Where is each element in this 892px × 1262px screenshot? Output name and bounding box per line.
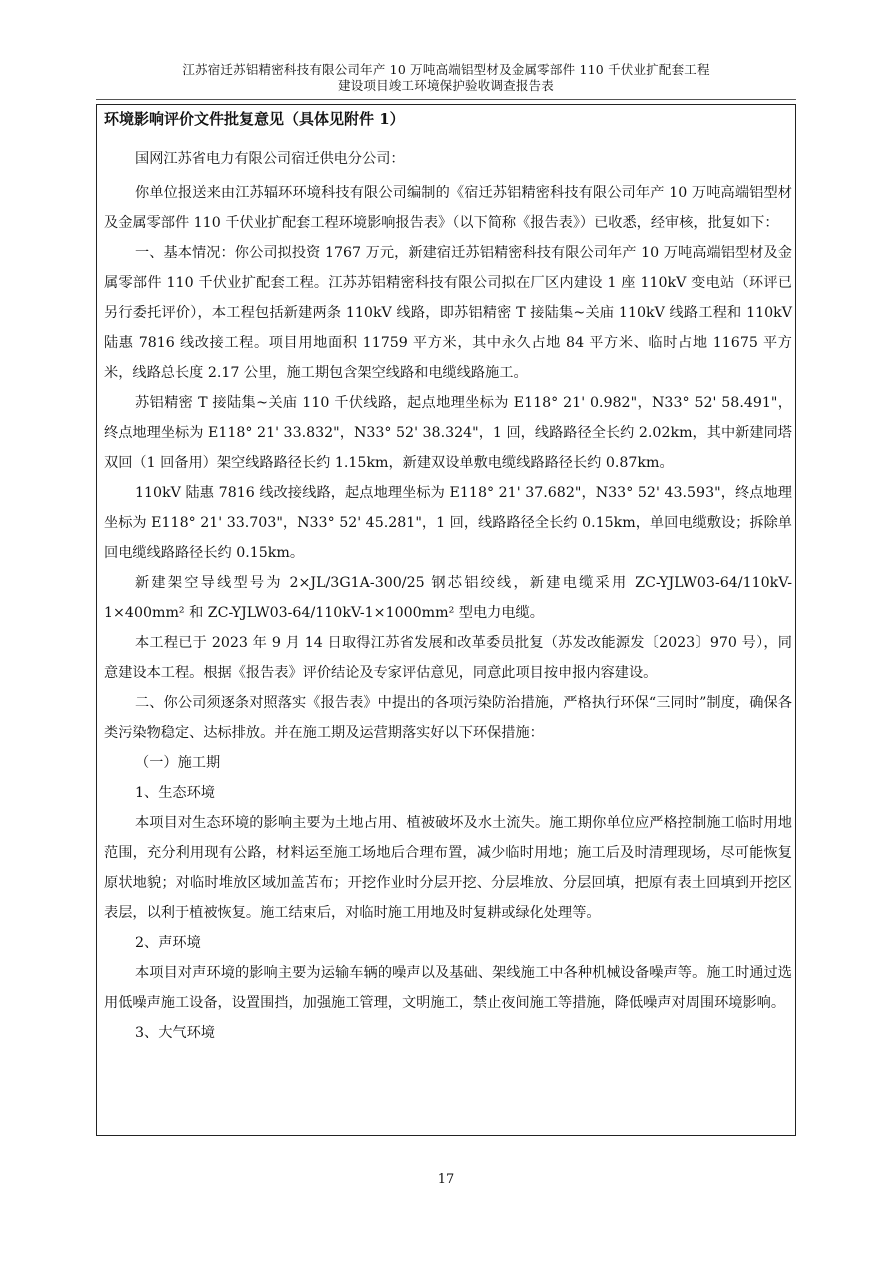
salutation: 国网江苏省电力有限公司宿迁供电分公司：: [135, 151, 405, 167]
paragraph: 本工程已于 2023 年 9 月 14 日取得江苏省发展和改革委员批复（苏发改能源发〔2023〕970 号），同意建设本工程。根据《报告表》评价结论及专家评估意见，同意此项目按申报内容建设。: [104, 635, 792, 681]
body-text: [104, 144, 792, 1048]
page-number: 17: [437, 1172, 455, 1187]
subheading: （一）施工期: [135, 755, 221, 771]
paragraph: 二、你公司须逐条对照落实《报告表》中提出的各项污染防治措施，严格执行环保“三同时”制度，确保各类污染物稳定、达标排放。并在施工期及运营期落实好以下环保措施：: [104, 695, 792, 741]
header-title-line1: 江苏宿迁苏铝精密科技有限公司年产 10 万吨高端铝型材及金属零部件 110 千伏业扩配套工程: [182, 62, 710, 77]
subheading: 2、声环境: [135, 935, 201, 951]
paragraph: 苏铝精密 T 接陆集~关庙 110 千伏线路，起点地理坐标为 E118° 21' 0.982"，N33° 52' 58.491"，终点地理坐标为 E118° 21' 33.832"，N33° 52' 38.324"，1 回，线路路径全长约 2.02km，其中新建同塔双回（1 回备用）架空线路路径长约 1.15km，新建双设单敷电缆线路路径长约 0.87km。: [104, 395, 792, 471]
paragraph: 一、基本情况：你公司拟投资 1767 万元，新建宿迁苏铝精密科技有限公司年产 10 万吨高端铝型材及金属零部件 110 千伏业扩配套工程。江苏苏铝精密科技有限公司拟在厂区内建设 1 座 110kV 变电站（环评已另行委托评价），本工程包括新建两条 110kV 线路，即苏铝精密 T 接陆集~关庙 110kV 线路工程和 110kV 陆惠 7816 线改接工程。项目用地面积 11759 平方米，其中永久占地 84 平方米、临时占地 11675 平方米，线路总长度 2.17 公里，施工期包含架空线路和电缆线路施工。: [104, 245, 792, 381]
paragraph: 新建架空导线型号为 2×JL/3G1A-300/25 钢芯铝绞线，新建电缆采用 ZC-YJLW03-64/110kV-1×400mm² 和 ZC-YJLW03-64/110kV-1×1000mm² 型电力电缆。: [104, 575, 792, 621]
paragraph: 你单位报送来由江苏辐环环境科技有限公司编制的《宿迁苏铝精密科技有限公司年产 10 万吨高端铝型材及金属零部件 110 千伏业扩配套工程环境影响报告表》（以下简称《报告表》）已收悉，经审核，批复如下：: [104, 185, 792, 231]
paragraph: 本项目对生态环境的影响主要为土地占用、植被破坏及水土流失。施工期你单位应严格控制施工临时用地范围，充分利用现有公路，材料运至施工场地后合理布置，减少临时用地；施工后及时清理现场，尽可能恢复原状地貌；对临时堆放区域加盖苫布；开挖作业时分层开挖、分层堆放、分层回填，把原有表土回填到开挖区表层，以利于植被恢复。施工结束后，对临时施工用地及时复耕或绿化处理等。: [104, 815, 792, 921]
subheading: 1、生态环境: [135, 785, 215, 801]
paragraph: 本项目对声环境的影响主要为运输车辆的噪声以及基础、架线施工中各种机械设备噪声等。施工时通过选用低噪声施工设备，设置围挡，加强施工管理，文明施工，禁止夜间施工等措施，降低噪声对周围环境影响。: [104, 965, 792, 1011]
section-title: 环境影响评价文件批复意见（具体见附件 1）: [104, 110, 405, 128]
subheading: 3、大气环境: [135, 1025, 215, 1041]
document-header: [96, 62, 796, 94]
paragraph: 110kV 陆惠 7816 线改接线路，起点地理坐标为 E118° 21' 37.682"，N33° 52' 43.593"，终点地理坐标为 E118° 21' 33.703"，N33° 52' 45.281"，1 回，线路路径全长约 0.15km，单回电缆敷设；拆除单回电缆线路路径长约 0.15km。: [104, 485, 792, 561]
header-divider: [96, 99, 796, 100]
header-title-line2: 建设项目竣工环境保护验收调查报告表: [338, 78, 554, 93]
